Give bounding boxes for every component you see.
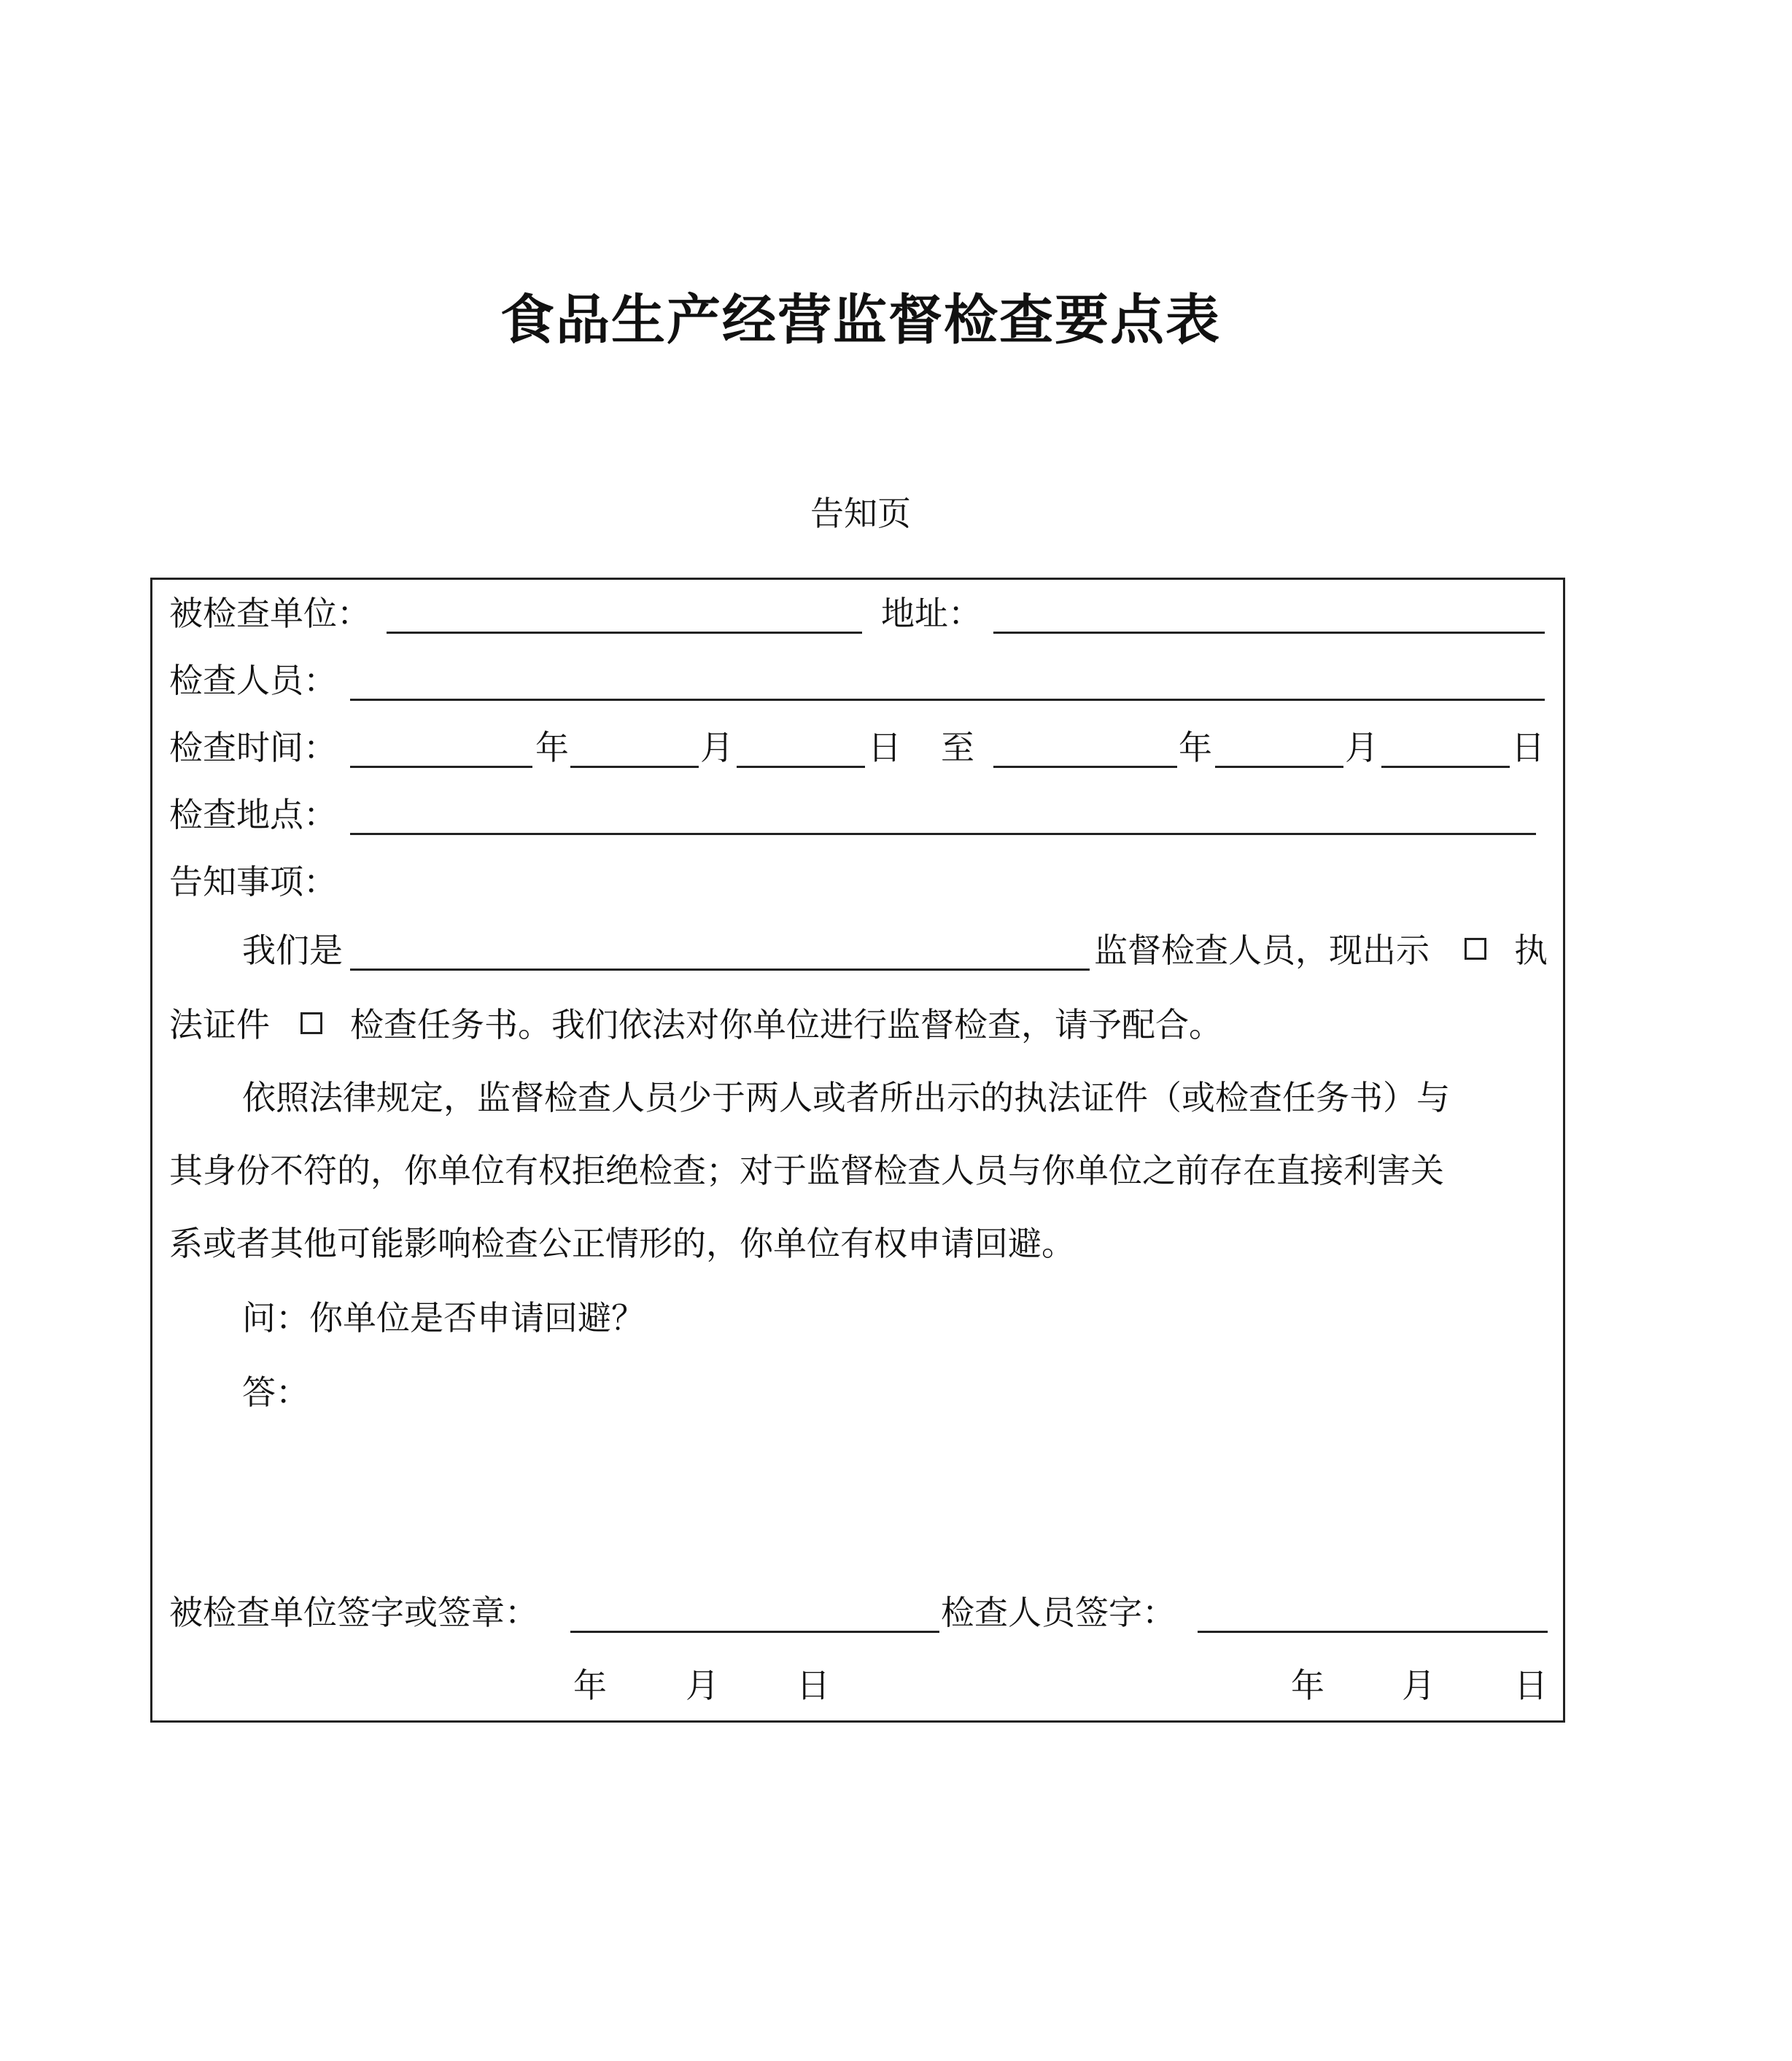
inspected-unit-field[interactable] (387, 632, 862, 634)
end-day-unit: 日 (1511, 728, 1545, 767)
agency-name-field[interactable] (350, 969, 1090, 971)
agency-lead-text: 我们是 (242, 931, 343, 970)
address-field[interactable] (993, 632, 1545, 634)
end-year-field[interactable] (993, 766, 1177, 768)
inspectors-label: 检查人员： (169, 661, 337, 700)
inspector-signature-field[interactable] (1198, 1631, 1548, 1633)
page-title: 食品生产经营监督检查要点表 (500, 289, 1221, 352)
inspector-signature-month: 月 (1402, 1666, 1435, 1705)
answer-area[interactable] (306, 1371, 1546, 1546)
start-year-field[interactable] (350, 766, 532, 768)
agency-tail-text: 监督检查人员，现出示 (1094, 931, 1430, 970)
inspection-place-field[interactable] (350, 833, 1536, 835)
unit-signature-label: 被检查单位签字或签章： (169, 1593, 538, 1632)
notice-label: 告知事项： (169, 862, 337, 901)
inspector-signature-day: 日 (1514, 1666, 1548, 1705)
inspector-signature-year: 年 (1291, 1666, 1324, 1705)
unit-signature-year: 年 (573, 1666, 607, 1705)
inspector-signature-label: 检查人员签字： (941, 1593, 1176, 1632)
address-label: 地址： (881, 594, 982, 633)
page-subtitle: 告知页 (810, 494, 911, 533)
legal-notice-line-1: 依照法律规定，监督检查人员少于两人或者所出示的执法证件（或检查任务书）与 (242, 1078, 1450, 1117)
inspection-task-checkbox[interactable] (300, 1012, 322, 1034)
inspection-time-label: 检查时间： (169, 728, 337, 767)
legal-notice-line-3: 系或者其他可能影响检查公正情形的，你单位有权申请回避。 (169, 1224, 1075, 1263)
start-year-unit: 年 (535, 728, 569, 767)
recusal-question: 问：你单位是否申请回避？ (242, 1298, 645, 1338)
start-day-field[interactable] (737, 766, 865, 768)
inspected-unit-label: 被检查单位： (169, 594, 371, 633)
answer-label: 答： (242, 1373, 309, 1412)
time-range-to: 至 (941, 728, 974, 767)
enforcement-certificate-checkbox[interactable] (1465, 938, 1486, 960)
end-month-field[interactable] (1215, 766, 1343, 768)
end-month-unit: 月 (1345, 728, 1378, 767)
start-day-unit: 日 (868, 728, 901, 767)
start-month-unit: 月 (700, 728, 734, 767)
legal-notice-line-2: 其身份不符的，你单位有权拒绝检查；对于监督检查人员与你单位之前存在直接利害关 (169, 1151, 1444, 1190)
inspection-place-label: 检查地点： (169, 795, 337, 834)
start-month-field[interactable] (570, 766, 699, 768)
inspectors-field[interactable] (350, 699, 1545, 701)
end-year-unit: 年 (1179, 728, 1212, 767)
enforcement-certificate-label-start: 执 (1514, 931, 1548, 970)
end-day-field[interactable] (1381, 766, 1510, 768)
unit-signature-field[interactable] (570, 1631, 939, 1633)
unit-signature-day: 日 (796, 1666, 830, 1705)
inspection-task-text: 检查任务书。我们依法对你单位进行监督检查，请予配合。 (350, 1005, 1222, 1044)
enforcement-certificate-label-end: 法证件 (169, 1005, 270, 1044)
unit-signature-month: 月 (686, 1666, 719, 1705)
